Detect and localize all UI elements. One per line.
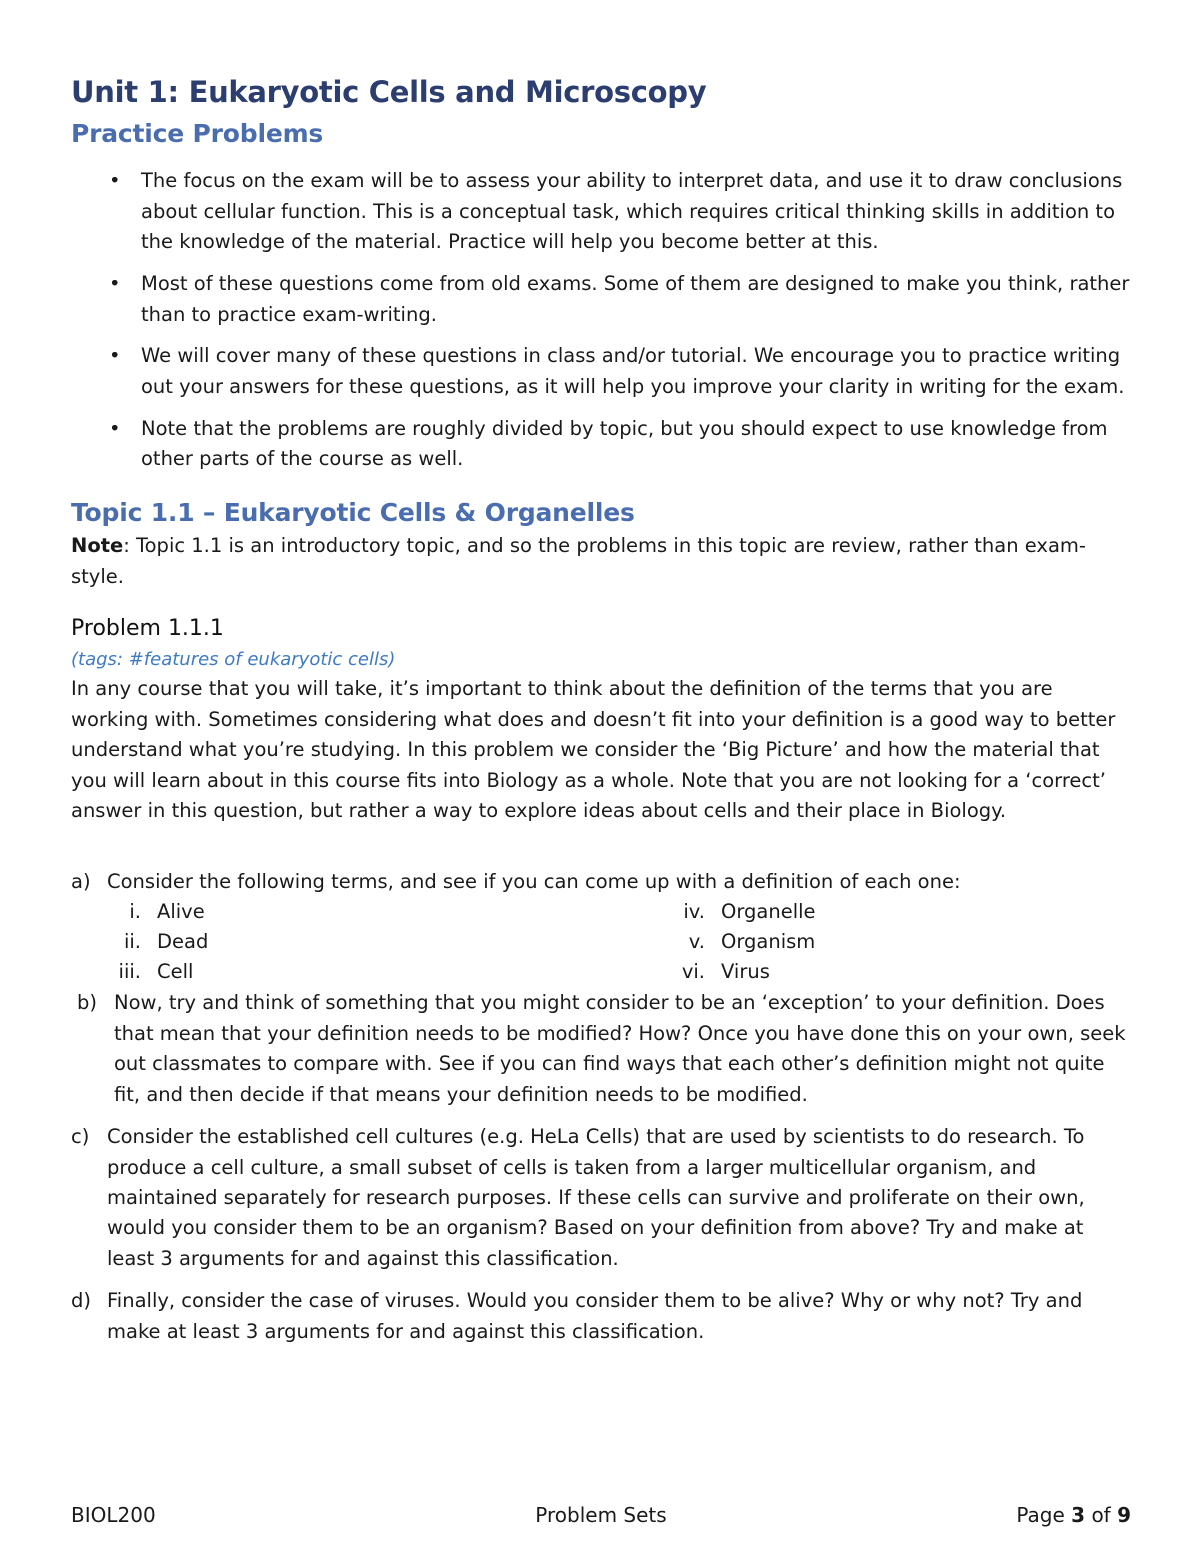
question-b: [71, 988, 1131, 1110]
problem-tags: (tags: #features of eukaryotic cells): [71, 649, 396, 671]
unit-title: Unit 1: Eukaryotic Cells and Microscopy: [71, 75, 707, 109]
intro-bullet-item: [71, 414, 1131, 475]
footer-total-pages: 9: [1117, 1503, 1131, 1527]
footer-page-word: Page: [1016, 1503, 1065, 1527]
footer-of-word: of: [1091, 1503, 1111, 1527]
term-number: i.: [129, 900, 141, 924]
term-number: iv.: [683, 900, 705, 924]
question-label: c): [71, 1125, 90, 1149]
question-d: [71, 1286, 1131, 1347]
intro-bullet-text: We will cover many of these questions in class and/or tutorial. We encourage you to practice writing out your answers for these questions, as it will help you improve your clarity in writing for the exam.: [141, 344, 1125, 398]
intro-bullet-text: Most of these questions come from old exams. Some of them are designed to make you think, rather than to practice exam-writing.: [141, 271, 1130, 326]
term-text: Alive: [157, 900, 205, 924]
bullet-icon: •: [109, 344, 121, 368]
footer-title: Problem Sets: [535, 1503, 667, 1527]
intro-bullet-item: [71, 166, 1131, 258]
term-text: Organism: [721, 930, 816, 954]
note-text: : Topic 1.1 is an introductory topic, and so the problems in this topic are review, rather than exam-style.: [71, 533, 1086, 588]
intro-bullet-text: The focus on the exam will be to assess your ability to interpret data, and use it to draw conclusions about cellular function. This is a conceptual task, which requires critical thinking skills in addition to the knowledge of the material. Practice will help you become better at this.: [141, 169, 1123, 254]
document-page: [71, 70, 1131, 1359]
problem-title: Problem 1.1.1: [71, 616, 224, 642]
topic-title: Topic 1.1 – Eukaryotic Cells & Organelles: [71, 497, 635, 527]
question-text: Consider the established cell cultures (e.g. HeLa Cells) that are used by scientists to do research. To produce a cell culture, a small subset of cells is taken from a larger multicellular organism, and maintained separately for research purposes. If these cells can survive and proliferate on their own, would you consider them to be an organism? Based on your definition from above? Try and make at least 3 arguments for and against this classification.: [107, 1125, 1085, 1270]
term-number: iii.: [118, 960, 141, 984]
term-text: Dead: [157, 930, 209, 954]
footer-current-page: 3: [1071, 1503, 1086, 1527]
question-c: [71, 1122, 1131, 1274]
footer-course: BIOL200: [71, 1503, 156, 1527]
term-text: Organelle: [721, 900, 816, 924]
question-text: Consider the following terms, and see if you can come up with a definition of each one:: [107, 870, 961, 894]
term-text: Cell: [157, 960, 194, 984]
question-label: b): [77, 991, 97, 1015]
intro-bullet-item: [71, 269, 1131, 330]
question-list: [71, 867, 1131, 1347]
note-label: Note: [71, 533, 124, 557]
bullet-icon: •: [109, 169, 121, 192]
question-text: Now, try and think of something that you might consider to be an ‘exception’ to your definition. Does that mean that your definition needs to be modified? How? Once you have done this on your own, seek out classmates to compare with. See if you can find ways that each other’s definition might not quite fit, and then decide if that means your definition needs to be modified.: [114, 991, 1126, 1106]
term-text: Virus: [721, 960, 770, 984]
term-number: ii.: [123, 930, 141, 954]
bullet-icon: •: [109, 416, 121, 440]
intro-bullet-item: [71, 341, 1131, 402]
terms-list: [71, 897, 1131, 988]
question-text: Finally, consider the case of viruses. Would you consider them to be alive? Why or why not? Try and make at least 3 arguments for and against this classification.: [107, 1289, 1083, 1343]
question-label: d): [71, 1289, 91, 1313]
question-label: a): [71, 870, 91, 894]
bullet-icon: •: [109, 271, 121, 295]
intro-bullet-text: Note that the problems are roughly divided by topic, but you should expect to use knowledge from other parts of the course as well.: [141, 416, 1108, 471]
term-number: vi.: [681, 960, 705, 984]
footer-page-number: [1016, 1500, 1131, 1530]
page-footer: [71, 1500, 1131, 1530]
problem-intro: In any course that you will take, it’s important to think about the definition of the terms that you are working with. Sometimes considering what does and doesn’t fit into your definition is a good way to better understand what you’re studying. In this problem we consider the ‘Big Picture’ and how the material that you will learn about in this course fits into Biology as a whole. Note that you are not looking for a ‘correct’ answer in this question, but rather a way to explore ideas about cells and their place in Biology.: [71, 677, 1116, 823]
term-number: v.: [688, 930, 705, 954]
practice-problems-title: Practice Problems: [71, 119, 324, 148]
question-a: [71, 867, 1131, 897]
intro-bullet-list: [71, 166, 1131, 475]
topic-note: [71, 531, 1131, 592]
